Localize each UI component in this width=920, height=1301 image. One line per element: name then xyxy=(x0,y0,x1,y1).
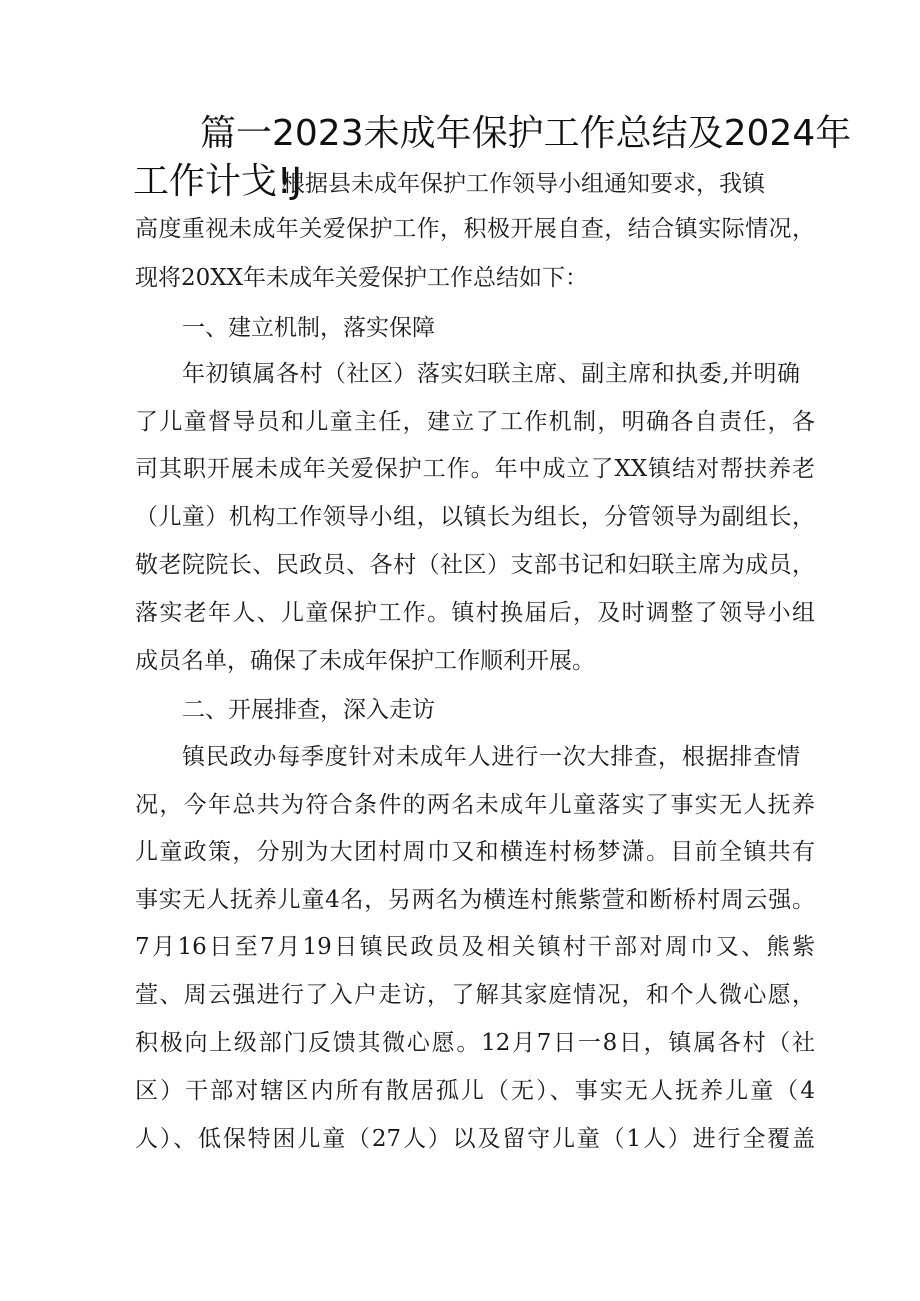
paragraph-line: （儿童）机构工作领导小组，以镇长为组长，分管领导为副组长， xyxy=(135,504,815,530)
intro-first-line: 根据县未成年保护工作领导小组通知要求，我镇 xyxy=(282,171,765,197)
paragraph-line: 儿童政策，分别为大团村周巾又和横连村杨梦潇。目前全镇共有 xyxy=(135,839,815,865)
paragraph-line: 落实老年人、儿童保护工作。镇村换届后，及时调整了领导小组 xyxy=(135,600,815,626)
document-title-line-1: 篇一2023未成年保护工作总结及2024年 xyxy=(200,113,852,154)
intro-line: 高度重视未成年关爱保护工作，积极开展自查，结合镇实际情况， xyxy=(135,216,815,242)
paragraph-line: 积极向上级部门反馈其微心愿。12月7日一8日，镇属各村（社 xyxy=(135,1030,815,1056)
paragraph-line: 司其职开展未成年关爱保护工作。年中成立了XX镇结对帮扶养老 xyxy=(135,456,815,482)
paragraph-line: 萱、周云强进行了入户走访，了解其家庭情况，和个人微心愿， xyxy=(135,982,815,1008)
paragraph-line: 7月16日至7月19日镇民政员及相关镇村干部对周巾又、熊紫 xyxy=(135,934,815,960)
paragraph-line: 成员名单，确保了未成年保护工作顺利开展。 xyxy=(135,648,595,674)
paragraph-line: 了儿童督导员和儿童主任，建立了工作机制，明确各自责任，各 xyxy=(135,409,815,435)
intro-line: 现将20XX年未成年关爱保护工作总结如下： xyxy=(135,265,589,291)
document-title-line-2: 工作计戈!J xyxy=(133,161,303,202)
section-2-heading: 二、开展排查，深入走访 xyxy=(182,697,435,723)
paragraph-line: 镇民政办每季度针对未成年人进行一次大排查，根据排查情 xyxy=(182,744,800,770)
paragraph-line: 人）、低保特困儿童（27人）以及留守儿童（1人）进行全覆盖 xyxy=(135,1126,815,1152)
section-1-heading: 一、建立机制，落实保障 xyxy=(182,315,435,341)
paragraph-line: 敬老院院长、民政员、各村（社区）支部书记和妇联主席为成员， xyxy=(135,552,815,578)
paragraph-line: 年初镇属各村（社区）落实妇联主席、副主席和执委,并明确 xyxy=(182,361,800,387)
paragraph-line: 事实无人抚养儿童4名，另两名为横连村熊紫萱和断桥村周云强。 xyxy=(135,887,815,913)
paragraph-line: 况，今年总共为符合条件的两名未成年儿童落实了事实无人抚养 xyxy=(135,792,815,818)
paragraph-line: 区）干部对辖区内所有散居孤儿（无）、事实无人抚养儿童（4 xyxy=(135,1078,815,1104)
